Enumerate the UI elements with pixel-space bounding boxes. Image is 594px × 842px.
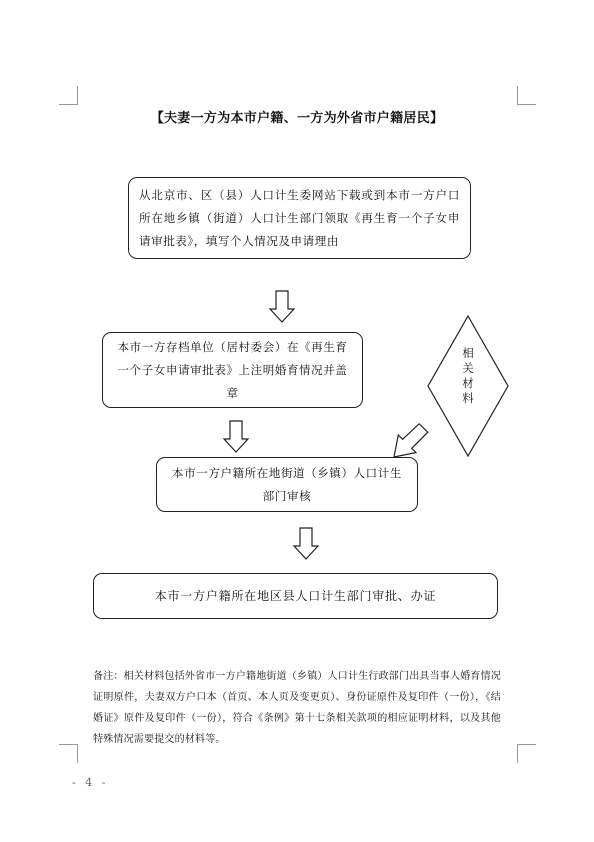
down-arrow-icon — [270, 291, 294, 322]
down-arrow-icon — [224, 421, 248, 452]
flow-step-text: 本市一方户籍所在地街道（乡镇）人口计生部门审核 — [172, 465, 402, 503]
page-number: - 4 - — [72, 776, 109, 789]
side-material-label: 相关材料 — [462, 346, 474, 405]
diagram-title: 【夫妻一方为本市户籍、一方为外省市户籍居民】 — [150, 111, 444, 126]
diagonal-arrow-icon — [394, 424, 428, 457]
flow-step-text: 本市一方户籍所在地区县人口计生部门审批、办证 — [154, 588, 437, 603]
remarks-note: 备注：相关材料包括外省市一方户籍地街道（乡镇）人口计生行政部门出具当事人婚育情况证明原件，夫妻双方户口本（首页、本人页及变更页）、身份证原件及复印件（一份），《结婚证》原件及复印件（一份），符合《条例》第十七条相关款项的相应证明材料，以及其他特殊情况需要提交的材料等。 — [93, 671, 501, 745]
down-arrow-icon — [294, 528, 318, 559]
flow-step-text: 从北京市、区（县）人口计生委网站下载或到本市一方户口所在地乡镇（街道）人口计生部门领取《再生育一个子女申请审批表》，填写个人情况及申请理由 — [139, 187, 460, 248]
flow-step-text: 本市一方存档单位（居村委会）在《再生育一个子女申请审批表》上注明婚育情况并盖章 — [117, 339, 348, 400]
